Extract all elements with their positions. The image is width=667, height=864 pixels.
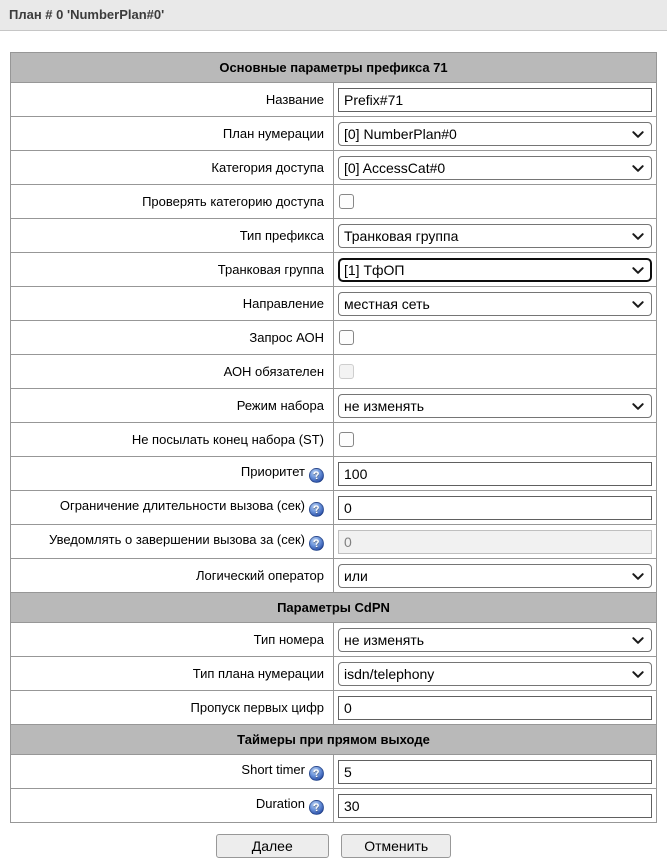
section-title-cdpn: Параметры CdPN <box>11 593 657 623</box>
direction-select[interactable] <box>338 292 652 316</box>
table-row <box>11 219 657 253</box>
table-row <box>11 423 657 457</box>
table-row <box>11 559 657 593</box>
select-wrapper <box>338 224 652 248</box>
table-row <box>11 623 657 657</box>
section-header-row <box>11 593 657 623</box>
priority-input[interactable] <box>338 462 652 486</box>
field-label: Проверять категорию доступа <box>142 194 324 209</box>
field-label: Short timer <box>241 762 305 777</box>
prefix-type-select[interactable] <box>338 224 652 248</box>
section-header-row <box>11 725 657 755</box>
field-label: Категория доступа <box>211 160 324 175</box>
select-wrapper <box>338 292 652 316</box>
page-title: План # 0 'NumberPlan#0' <box>0 0 667 31</box>
form-container <box>0 31 667 864</box>
access-category-select[interactable] <box>338 156 652 180</box>
select-wrapper <box>338 564 652 588</box>
prefix-settings-table <box>10 52 657 823</box>
field-label: Направление <box>242 296 324 311</box>
field-label: Приоритет <box>240 464 305 479</box>
table-row <box>11 789 657 823</box>
no-end-of-dial-checkbox[interactable] <box>339 432 354 447</box>
table-row <box>11 755 657 789</box>
next-button[interactable]: Далее <box>216 834 329 858</box>
number-type-select[interactable] <box>338 628 652 652</box>
field-label: План нумерации <box>222 126 324 141</box>
table-row <box>11 525 657 559</box>
table-row <box>11 657 657 691</box>
table-row <box>11 691 657 725</box>
call-duration-limit-input[interactable] <box>338 496 652 520</box>
short-timer-input[interactable] <box>338 760 652 784</box>
table-row <box>11 457 657 491</box>
field-label: АОН обязателен <box>223 364 324 379</box>
section-title-main: Основные параметры префикса 71 <box>11 53 657 83</box>
table-row <box>11 117 657 151</box>
select-wrapper <box>338 258 652 282</box>
cancel-button[interactable]: Отменить <box>341 834 451 858</box>
field-label: Режим набора <box>236 398 324 413</box>
aon-request-checkbox[interactable] <box>339 330 354 345</box>
select-wrapper <box>338 628 652 652</box>
table-row <box>11 185 657 219</box>
table-row <box>11 151 657 185</box>
select-wrapper <box>338 156 652 180</box>
aon-required-checkbox <box>339 364 354 379</box>
table-row <box>11 253 657 287</box>
check-access-category-checkbox[interactable] <box>339 194 354 209</box>
select-wrapper <box>338 122 652 146</box>
field-label: Тип префикса <box>239 228 324 243</box>
field-label: Пропуск первых цифр <box>190 700 324 715</box>
logical-operator-select[interactable] <box>338 564 652 588</box>
notify-before-end-input <box>338 530 652 554</box>
numbering-plan-type-select[interactable] <box>338 662 652 686</box>
field-label: Ограничение длительности вызова (сек) <box>59 498 305 513</box>
field-label: Тип плана нумерации <box>192 666 324 681</box>
section-title-timers: Таймеры при прямом выходе <box>11 725 657 755</box>
field-label: Запрос АОН <box>249 330 324 345</box>
button-row <box>10 834 657 864</box>
field-label: Название <box>265 92 324 107</box>
table-row <box>11 321 657 355</box>
field-label: Не посылать конец набора (ST) <box>131 432 324 447</box>
table-row <box>11 287 657 321</box>
table-row <box>11 83 657 117</box>
numbering-plan-select[interactable] <box>338 122 652 146</box>
field-label: Тип номера <box>253 632 324 647</box>
help-icon[interactable]: ? <box>309 800 324 815</box>
table-row <box>11 491 657 525</box>
select-wrapper <box>338 394 652 418</box>
field-label: Уведомлять о завершении вызова за (сек) <box>49 532 305 547</box>
table-row <box>11 355 657 389</box>
field-label: Логический оператор <box>195 568 324 583</box>
dial-mode-select[interactable] <box>338 394 652 418</box>
trunk-group-select[interactable] <box>338 258 652 282</box>
select-wrapper <box>338 662 652 686</box>
help-icon[interactable]: ? <box>309 766 324 781</box>
duration-input[interactable] <box>338 794 652 818</box>
help-icon[interactable]: ? <box>309 536 324 551</box>
field-label: Транковая группа <box>217 262 324 277</box>
help-icon[interactable]: ? <box>309 502 324 517</box>
name-input[interactable] <box>338 88 652 112</box>
field-label: Duration <box>255 796 305 811</box>
section-header-row <box>11 53 657 83</box>
skip-first-digits-input[interactable] <box>338 696 652 720</box>
table-row <box>11 389 657 423</box>
help-icon[interactable]: ? <box>309 468 324 483</box>
